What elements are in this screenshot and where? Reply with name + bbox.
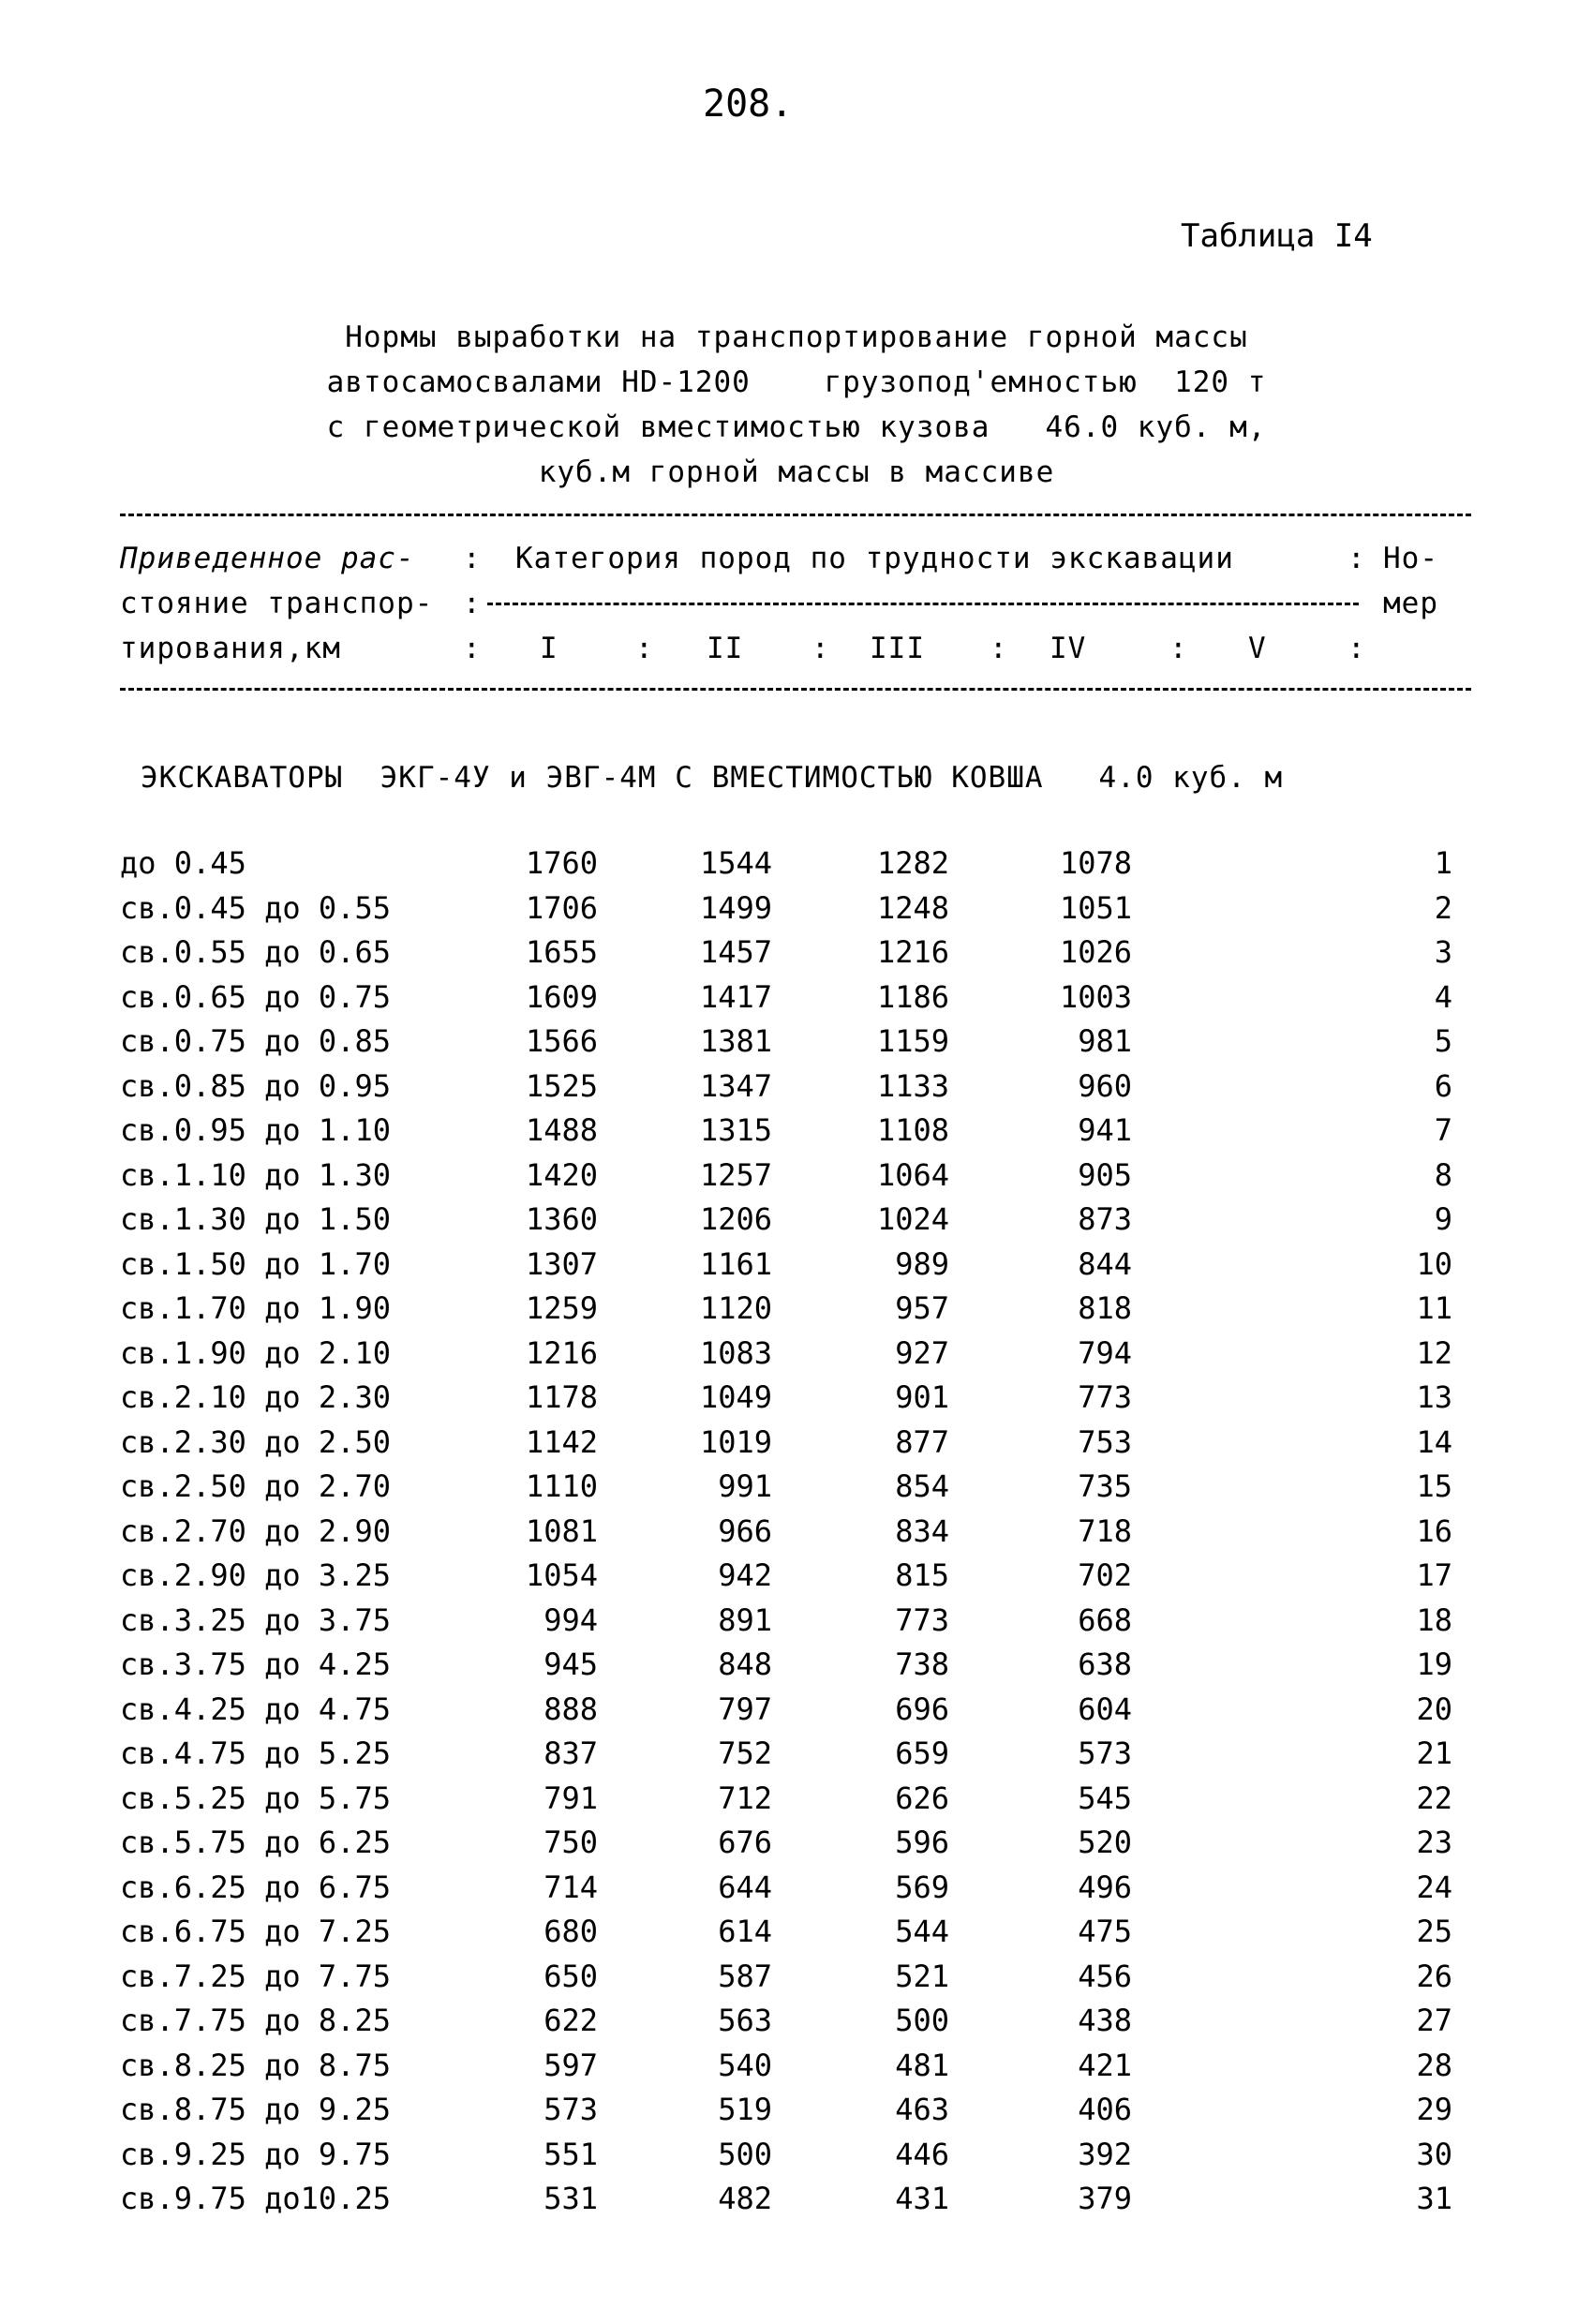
row-value-cat-4: 475 <box>1078 1914 1132 1949</box>
row-value-cat-4: 668 <box>1078 1601 1132 1638</box>
row-value-cat-4: 496 <box>1078 1869 1132 1905</box>
row-value-cat-3: 815 <box>895 1557 949 1593</box>
row-number: 10 <box>1416 1245 1452 1282</box>
row-value-cat-3: 854 <box>895 1468 949 1504</box>
header-sep: : <box>463 587 482 620</box>
page-number: 208. <box>703 82 794 126</box>
row-value-cat-4: 392 <box>1078 2136 1132 2172</box>
row-distance: св.7.75 до 8.25 <box>120 2003 391 2038</box>
header-mid-rule <box>487 603 1359 605</box>
section-title: ЭКСКАВАТОРЫ ЭКГ-4У и ЭВГ-4М С ВМЕСТИМОСТЬЮ КОВША 4.0 куб. м <box>141 761 1284 795</box>
row-distance: св.2.50 до 2.70 <box>120 1468 391 1504</box>
row-value-cat-4: 873 <box>1078 1201 1132 1237</box>
table-row <box>0 2181 1593 2226</box>
row-value-cat-1: 1110 <box>525 1468 598 1504</box>
row-value-cat-3: 626 <box>895 1780 949 1816</box>
row-distance: св.2.10 до 2.30 <box>120 1379 391 1415</box>
row-number: 29 <box>1416 2092 1452 2127</box>
row-distance: св.5.25 до 5.75 <box>120 1780 391 1816</box>
row-number: 16 <box>1416 1512 1452 1549</box>
header-distance-line-3: тирования,км <box>120 632 341 665</box>
row-value-cat-3: 738 <box>895 1646 949 1682</box>
row-value-cat-4: 753 <box>1078 1423 1132 1460</box>
table-row <box>0 1736 1593 1780</box>
header-cat-5: V <box>1248 632 1267 665</box>
table-row <box>0 979 1593 1024</box>
row-value-cat-3: 773 <box>895 1601 949 1638</box>
title-line-3: с геометрической вместимостью кузова 46.0 куб. м, <box>326 410 1267 444</box>
table-row <box>0 2003 1593 2048</box>
row-distance: св.1.10 до 1.30 <box>120 1156 391 1193</box>
row-number: 23 <box>1416 1825 1452 1860</box>
table-body <box>0 845 1593 2226</box>
row-value-cat-4: 1051 <box>1059 889 1132 926</box>
table-row <box>0 1023 1593 1068</box>
row-value-cat-1: 573 <box>543 2092 598 2127</box>
row-value-cat-1: 750 <box>543 1825 598 1860</box>
row-value-cat-1: 551 <box>543 2136 598 2172</box>
row-value-cat-4: 960 <box>1078 1067 1132 1104</box>
row-number: 25 <box>1416 1914 1452 1949</box>
row-value-cat-1: 680 <box>543 1914 598 1949</box>
row-value-cat-4: 520 <box>1078 1825 1132 1860</box>
row-distance: св.0.55 до 0.65 <box>120 934 391 970</box>
header-distance-line-2: стояние транспор- <box>120 587 434 620</box>
row-value-cat-3: 989 <box>895 1245 949 1282</box>
row-value-cat-1: 791 <box>543 1780 598 1816</box>
row-value-cat-2: 563 <box>718 2003 772 2038</box>
row-value-cat-3: 1108 <box>876 1112 949 1148</box>
row-value-cat-3: 481 <box>895 2047 949 2083</box>
row-value-cat-1: 1054 <box>525 1557 598 1593</box>
row-distance: св.2.30 до 2.50 <box>120 1423 391 1460</box>
row-value-cat-1: 622 <box>543 2003 598 2038</box>
row-value-cat-1: 945 <box>543 1646 598 1682</box>
row-distance: до 0.45 <box>120 845 246 881</box>
row-value-cat-2: 644 <box>718 1869 772 1905</box>
row-value-cat-2: 1206 <box>699 1201 772 1237</box>
row-distance: св.7.25 до 7.75 <box>120 1958 391 1994</box>
row-number: 31 <box>1416 2181 1452 2216</box>
table-row <box>0 1646 1593 1691</box>
header-sep: : <box>990 632 1008 665</box>
header-sep: : <box>811 632 830 665</box>
row-value-cat-3: 431 <box>895 2181 949 2216</box>
row-value-cat-2: 1347 <box>699 1067 772 1104</box>
row-number: 4 <box>1434 978 1452 1015</box>
row-value-cat-4: 438 <box>1078 2003 1132 2038</box>
row-value-cat-2: 540 <box>718 2047 772 2083</box>
row-number: 11 <box>1416 1290 1452 1326</box>
row-value-cat-1: 1259 <box>525 1290 598 1326</box>
row-value-cat-2: 614 <box>718 1914 772 1949</box>
row-distance: св.4.75 до 5.25 <box>120 1736 391 1771</box>
row-value-cat-4: 604 <box>1078 1691 1132 1727</box>
row-value-cat-2: 1120 <box>699 1290 772 1326</box>
row-value-cat-3: 1186 <box>876 978 949 1015</box>
header-top-rule <box>120 514 1471 516</box>
row-value-cat-3: 877 <box>895 1423 949 1460</box>
row-value-cat-1: 1081 <box>525 1512 598 1549</box>
row-value-cat-2: 1049 <box>699 1379 772 1415</box>
row-value-cat-3: 1024 <box>876 1201 949 1237</box>
row-value-cat-3: 500 <box>895 2003 949 2038</box>
row-distance: св.3.25 до 3.75 <box>120 1601 391 1638</box>
table-row <box>0 845 1593 890</box>
row-number: 1 <box>1434 845 1452 881</box>
title-line-2: автосамосвалами HD-1200 грузопод'емностью 120 т <box>326 365 1267 399</box>
row-distance: св.9.75 до10.25 <box>120 2181 391 2216</box>
row-value-cat-4: 1026 <box>1059 934 1132 970</box>
row-value-cat-1: 1525 <box>525 1067 598 1104</box>
row-distance: св.0.95 до 1.10 <box>120 1112 391 1148</box>
row-number: 30 <box>1416 2136 1452 2172</box>
row-value-cat-1: 1655 <box>525 934 598 970</box>
row-number: 3 <box>1434 934 1452 970</box>
row-value-cat-3: 1159 <box>876 1023 949 1059</box>
table-row <box>0 1825 1593 1870</box>
header-sep: : <box>1347 632 1366 665</box>
table-row <box>0 2048 1593 2093</box>
row-value-cat-3: 596 <box>895 1825 949 1860</box>
table-row <box>0 1157 1593 1202</box>
row-distance: св.6.25 до 6.75 <box>120 1869 391 1905</box>
row-value-cat-3: 834 <box>895 1512 949 1549</box>
row-value-cat-1: 597 <box>543 2047 598 2083</box>
row-value-cat-3: 659 <box>895 1736 949 1771</box>
row-value-cat-4: 941 <box>1078 1112 1132 1148</box>
row-distance: св.2.70 до 2.90 <box>120 1512 391 1549</box>
table-row <box>0 1424 1593 1469</box>
row-value-cat-2: 587 <box>718 1958 772 1994</box>
row-value-cat-1: 837 <box>543 1736 598 1771</box>
row-value-cat-3: 1064 <box>876 1156 949 1193</box>
row-value-cat-2: 942 <box>718 1557 772 1593</box>
row-value-cat-2: 712 <box>718 1780 772 1816</box>
row-value-cat-4: 545 <box>1078 1780 1132 1816</box>
row-value-cat-2: 1161 <box>699 1245 772 1282</box>
row-number: 12 <box>1416 1334 1452 1371</box>
row-distance: св.0.75 до 0.85 <box>120 1023 391 1059</box>
row-value-cat-3: 463 <box>895 2092 949 2127</box>
row-value-cat-4: 794 <box>1078 1334 1132 1371</box>
table-row <box>0 1780 1593 1825</box>
row-value-cat-1: 888 <box>543 1691 598 1727</box>
table-row <box>0 1513 1593 1558</box>
row-number: 18 <box>1416 1601 1452 1638</box>
row-number: 6 <box>1434 1067 1452 1104</box>
row-value-cat-2: 1544 <box>699 845 772 881</box>
row-distance: св.8.75 до 9.25 <box>120 2092 391 2127</box>
row-value-cat-3: 569 <box>895 1869 949 1905</box>
row-value-cat-3: 521 <box>895 1958 949 1994</box>
row-value-cat-1: 1142 <box>525 1423 598 1460</box>
row-value-cat-4: 773 <box>1078 1379 1132 1415</box>
row-value-cat-4: 702 <box>1078 1557 1132 1593</box>
table-label: Таблица I4 <box>1181 217 1373 255</box>
row-number: 27 <box>1416 2003 1452 2038</box>
row-number: 24 <box>1416 1869 1452 1905</box>
row-distance: св.1.30 до 1.50 <box>120 1201 391 1237</box>
table-row <box>0 1691 1593 1736</box>
table-row <box>0 1290 1593 1335</box>
row-distance: св.5.75 до 6.25 <box>120 1825 391 1860</box>
row-value-cat-2: 1315 <box>699 1112 772 1148</box>
header-sep: : <box>1347 542 1366 575</box>
row-value-cat-2: 1019 <box>699 1423 772 1460</box>
row-value-cat-1: 1706 <box>525 889 598 926</box>
header-number-line-1: Но- <box>1383 542 1438 575</box>
table-row <box>0 1602 1593 1647</box>
row-value-cat-2: 482 <box>718 2181 772 2216</box>
table-row <box>0 1246 1593 1291</box>
row-value-cat-1: 1609 <box>525 978 598 1015</box>
row-value-cat-3: 901 <box>895 1379 949 1415</box>
row-number: 19 <box>1416 1646 1452 1682</box>
header-cat-2: II <box>707 632 744 665</box>
row-value-cat-4: 573 <box>1078 1736 1132 1771</box>
table-row <box>0 1335 1593 1380</box>
header-cat-1: I <box>540 632 558 665</box>
row-value-cat-2: 500 <box>718 2136 772 2172</box>
row-value-cat-2: 797 <box>718 1691 772 1727</box>
row-value-cat-2: 1381 <box>699 1023 772 1059</box>
row-value-cat-1: 1420 <box>525 1156 598 1193</box>
row-distance: св.6.75 до 7.25 <box>120 1914 391 1949</box>
row-distance: св.1.70 до 1.90 <box>120 1290 391 1326</box>
row-distance: св.0.85 до 0.95 <box>120 1067 391 1104</box>
row-number: 20 <box>1416 1691 1452 1727</box>
row-number: 5 <box>1434 1023 1452 1059</box>
row-value-cat-4: 818 <box>1078 1290 1132 1326</box>
row-value-cat-2: 1417 <box>699 978 772 1015</box>
row-value-cat-1: 531 <box>543 2181 598 2216</box>
table-row <box>0 2137 1593 2182</box>
row-value-cat-4: 421 <box>1078 2047 1132 2083</box>
row-value-cat-4: 718 <box>1078 1512 1132 1549</box>
row-value-cat-1: 1216 <box>525 1334 598 1371</box>
table-row <box>0 1068 1593 1113</box>
row-distance: св.1.90 до 2.10 <box>120 1334 391 1371</box>
row-value-cat-1: 1178 <box>525 1379 598 1415</box>
row-distance: св.3.75 до 4.25 <box>120 1646 391 1682</box>
row-number: 13 <box>1416 1379 1452 1415</box>
row-value-cat-1: 994 <box>543 1601 598 1638</box>
header-sep: : <box>1169 632 1188 665</box>
row-value-cat-2: 1257 <box>699 1156 772 1193</box>
row-number: 9 <box>1434 1201 1452 1237</box>
row-value-cat-2: 519 <box>718 2092 772 2127</box>
table-row <box>0 1914 1593 1959</box>
row-number: 8 <box>1434 1156 1452 1193</box>
header-cat-3: III <box>870 632 925 665</box>
row-value-cat-2: 1083 <box>699 1334 772 1371</box>
table-row <box>0 1112 1593 1157</box>
row-value-cat-2: 991 <box>718 1468 772 1504</box>
table-row <box>0 1959 1593 2004</box>
header-sep: : <box>463 632 482 665</box>
header-category-group: Категория пород по трудности экскавации <box>515 542 1234 575</box>
row-value-cat-2: 966 <box>718 1512 772 1549</box>
row-value-cat-4: 981 <box>1078 1023 1132 1059</box>
row-value-cat-4: 638 <box>1078 1646 1132 1682</box>
row-number: 17 <box>1416 1557 1452 1593</box>
table-row <box>0 1468 1593 1513</box>
row-number: 2 <box>1434 889 1452 926</box>
table-row <box>0 1870 1593 1914</box>
row-value-cat-1: 1488 <box>525 1112 598 1148</box>
row-value-cat-3: 1282 <box>876 845 949 881</box>
row-value-cat-3: 446 <box>895 2136 949 2172</box>
row-value-cat-3: 544 <box>895 1914 949 1949</box>
row-value-cat-3: 957 <box>895 1290 949 1326</box>
row-value-cat-2: 676 <box>718 1825 772 1860</box>
row-distance: св.8.25 до 8.75 <box>120 2047 391 2083</box>
header-bottom-rule <box>120 688 1471 691</box>
row-distance: св.4.25 до 4.75 <box>120 1691 391 1727</box>
row-value-cat-3: 696 <box>895 1691 949 1727</box>
table-row <box>0 1379 1593 1424</box>
table-row <box>0 2092 1593 2137</box>
row-value-cat-1: 650 <box>543 1958 598 1994</box>
row-distance: св.1.50 до 1.70 <box>120 1245 391 1282</box>
row-value-cat-2: 752 <box>718 1736 772 1771</box>
row-distance: св.9.25 до 9.75 <box>120 2136 391 2172</box>
header-sep: : <box>635 632 654 665</box>
row-value-cat-4: 735 <box>1078 1468 1132 1504</box>
header-distance-line-1: Приведенное рас- <box>120 542 415 575</box>
header-number-line-2: мер <box>1383 587 1438 620</box>
table-row <box>0 890 1593 935</box>
table-row <box>0 1201 1593 1246</box>
row-value-cat-4: 456 <box>1078 1958 1132 1994</box>
row-number: 7 <box>1434 1112 1452 1148</box>
row-value-cat-3: 1216 <box>876 934 949 970</box>
row-distance: св.2.90 до 3.25 <box>120 1557 391 1593</box>
row-value-cat-3: 927 <box>895 1334 949 1371</box>
row-value-cat-4: 905 <box>1078 1156 1132 1193</box>
row-value-cat-4: 844 <box>1078 1245 1132 1282</box>
row-value-cat-1: 714 <box>543 1869 598 1905</box>
row-value-cat-1: 1307 <box>525 1245 598 1282</box>
row-value-cat-2: 891 <box>718 1601 772 1638</box>
title-line-4: куб.м горной массы в массиве <box>538 455 1055 489</box>
row-value-cat-4: 406 <box>1078 2092 1132 2127</box>
row-distance: св.0.45 до 0.55 <box>120 889 391 926</box>
row-value-cat-4: 1003 <box>1059 978 1132 1015</box>
row-value-cat-1: 1566 <box>525 1023 598 1059</box>
row-distance: св.0.65 до 0.75 <box>120 978 391 1015</box>
row-value-cat-1: 1360 <box>525 1201 598 1237</box>
header-sep: : <box>463 542 482 575</box>
title-line-1: Нормы выработки на транспортирование горной массы <box>345 320 1248 354</box>
row-number: 14 <box>1416 1423 1452 1460</box>
row-value-cat-3: 1133 <box>876 1067 949 1104</box>
row-value-cat-2: 1499 <box>699 889 772 926</box>
table-row <box>0 1557 1593 1602</box>
table-row <box>0 934 1593 979</box>
row-value-cat-1: 1760 <box>525 845 598 881</box>
row-number: 28 <box>1416 2047 1452 2083</box>
row-number: 15 <box>1416 1468 1452 1504</box>
row-value-cat-4: 1078 <box>1059 845 1132 881</box>
row-number: 21 <box>1416 1736 1452 1771</box>
row-value-cat-2: 1457 <box>699 934 772 970</box>
row-value-cat-3: 1248 <box>876 889 949 926</box>
header-cat-4: IV <box>1050 632 1087 665</box>
row-value-cat-2: 848 <box>718 1646 772 1682</box>
row-number: 22 <box>1416 1780 1452 1816</box>
row-number: 26 <box>1416 1958 1452 1994</box>
row-value-cat-4: 379 <box>1078 2181 1132 2216</box>
